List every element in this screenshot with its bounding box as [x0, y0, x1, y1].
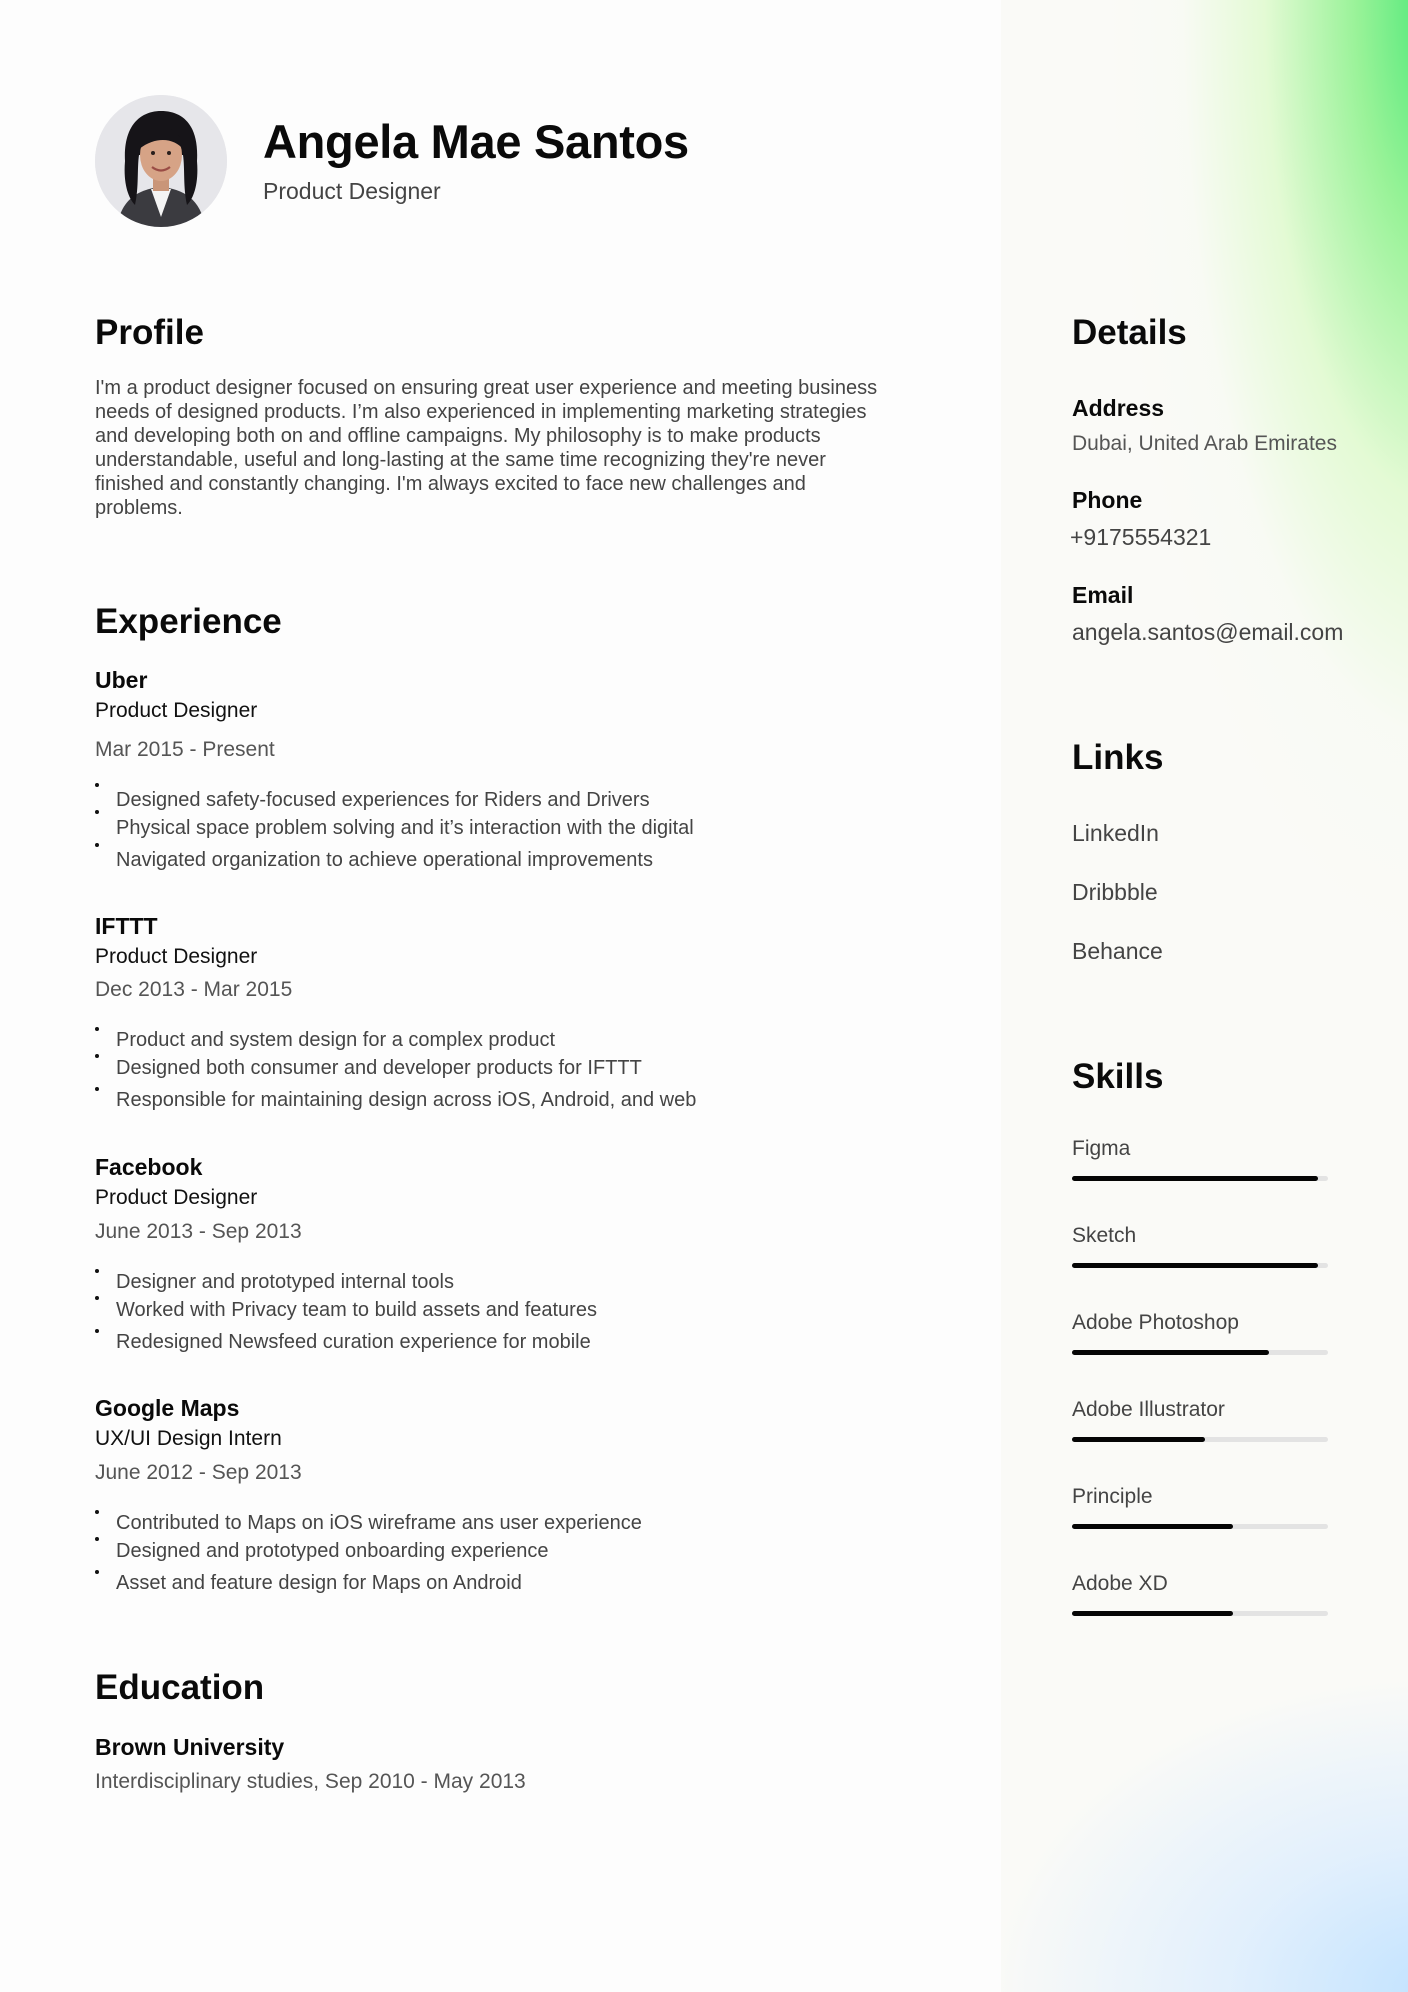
link-dribbble[interactable]: Dribbble [1072, 879, 1158, 905]
avatar [95, 95, 227, 227]
skill-level-fill [1072, 1611, 1233, 1616]
link-linkedin[interactable]: LinkedIn [1072, 820, 1159, 846]
skill-level-track [1072, 1350, 1328, 1355]
skill-level-track [1072, 1176, 1328, 1181]
phone-label: Phone [1072, 487, 1143, 513]
job-company: IFTTT [95, 913, 158, 939]
main-column [95, 0, 895, 1992]
education-school: Brown University [95, 1734, 285, 1760]
list-item: Designer and prototyped internal tools [116, 1271, 454, 1293]
profile-heading: Profile [95, 313, 204, 352]
job-company: Google Maps [95, 1395, 240, 1421]
list-item: Worked with Privacy team to build assets and features [116, 1299, 597, 1321]
bullet-dot [95, 783, 99, 787]
skill-name: Adobe Illustrator [1072, 1398, 1225, 1421]
skill-level-fill [1072, 1350, 1269, 1355]
skill-name: Sketch [1072, 1224, 1137, 1247]
links-heading: Links [1072, 738, 1164, 777]
skill-level-track [1072, 1263, 1328, 1268]
bullet-dot [95, 810, 99, 814]
skill-level-track [1072, 1611, 1328, 1616]
list-item: Responsible for maintaining design across iOS, Android, and web [116, 1089, 697, 1111]
bullet-dot [95, 1054, 99, 1058]
job-company: Uber [95, 667, 148, 693]
phone-value: +9175554321 [1070, 524, 1212, 550]
list-item: Navigated organization to achieve operational improvements [116, 849, 653, 871]
link-behance[interactable]: Behance [1072, 938, 1163, 964]
list-item: Product and system design for a complex product [116, 1029, 556, 1051]
sidebar [1001, 0, 1408, 1992]
bullet-dot [95, 1087, 99, 1091]
list-item: Physical space problem solving and it’s interaction with the digital [116, 817, 694, 839]
list-item: Designed safety-focused experiences for Riders and Drivers [116, 789, 650, 811]
skill-name: Figma [1072, 1137, 1131, 1160]
list-item: Designed both consumer and developer products for IFTTT [116, 1057, 642, 1079]
bullet-dot [95, 1329, 99, 1333]
job-company: Facebook [95, 1154, 203, 1180]
job-dates: Mar 2015 - Present [95, 738, 275, 761]
job-title: Product Designer [95, 1186, 258, 1209]
details-heading: Details [1072, 313, 1187, 352]
bullet-dot [95, 1510, 99, 1514]
sidebar-content [1072, 0, 1392, 1992]
candidate-title: Product Designer [263, 178, 441, 204]
list-item: Asset and feature design for Maps on Android [116, 1572, 522, 1594]
job-dates: Dec 2013 - Mar 2015 [95, 978, 293, 1001]
job-title: Product Designer [95, 699, 258, 722]
skill-level-fill [1072, 1263, 1318, 1268]
bullet-dot [95, 1269, 99, 1273]
skill-name: Adobe Photoshop [1072, 1311, 1239, 1334]
experience-heading: Experience [95, 602, 282, 641]
job-dates: June 2013 - Sep 2013 [95, 1220, 302, 1243]
skill-level-fill [1072, 1176, 1318, 1181]
skill-level-fill [1072, 1437, 1205, 1442]
email-label: Email [1072, 582, 1134, 608]
skill-name: Principle [1072, 1485, 1153, 1508]
list-item: Redesigned Newsfeed curation experience for mobile [116, 1331, 591, 1353]
bullet-dot [95, 1027, 99, 1031]
job-dates: June 2012 - Sep 2013 [95, 1461, 302, 1484]
list-item: Contributed to Maps on iOS wireframe ans user experience [116, 1512, 642, 1534]
education-heading: Education [95, 1668, 265, 1707]
skill-level-track [1072, 1437, 1328, 1442]
bullet-dot [95, 1296, 99, 1300]
skill-level-fill [1072, 1524, 1233, 1529]
candidate-name: Angela Mae Santos [263, 115, 689, 168]
job-title: UX/UI Design Intern [95, 1427, 282, 1450]
skill-level-track [1072, 1524, 1328, 1529]
list-item: Designed and prototyped onboarding experience [116, 1540, 549, 1562]
bullet-dot [95, 1570, 99, 1574]
address-label: Address [1072, 395, 1165, 421]
bullet-dot [95, 843, 99, 847]
skills-heading: Skills [1072, 1057, 1164, 1096]
avatar-photo-icon [95, 95, 227, 227]
education-detail: Interdisciplinary studies, Sep 2010 - May 2013 [95, 1770, 526, 1793]
bullet-dot [95, 1537, 99, 1541]
skill-name: Adobe XD [1072, 1572, 1168, 1595]
address-value: Dubai, United Arab Emirates [1072, 432, 1337, 455]
email-value: angela.santos@email.com [1072, 619, 1344, 645]
profile-summary: I'm a product designer focused on ensuring great user experience and meeting business needs of designed products. I’m also experienced in implementing marketing strategies and developing both on and offline campaigns. My philosophy is to make products understandable, useful and long-lasting at the same time recognizing they're never finished and constantly changing. I'm always excited to face new challenges and problems. [95, 377, 878, 519]
job-title: Product Designer [95, 945, 258, 968]
